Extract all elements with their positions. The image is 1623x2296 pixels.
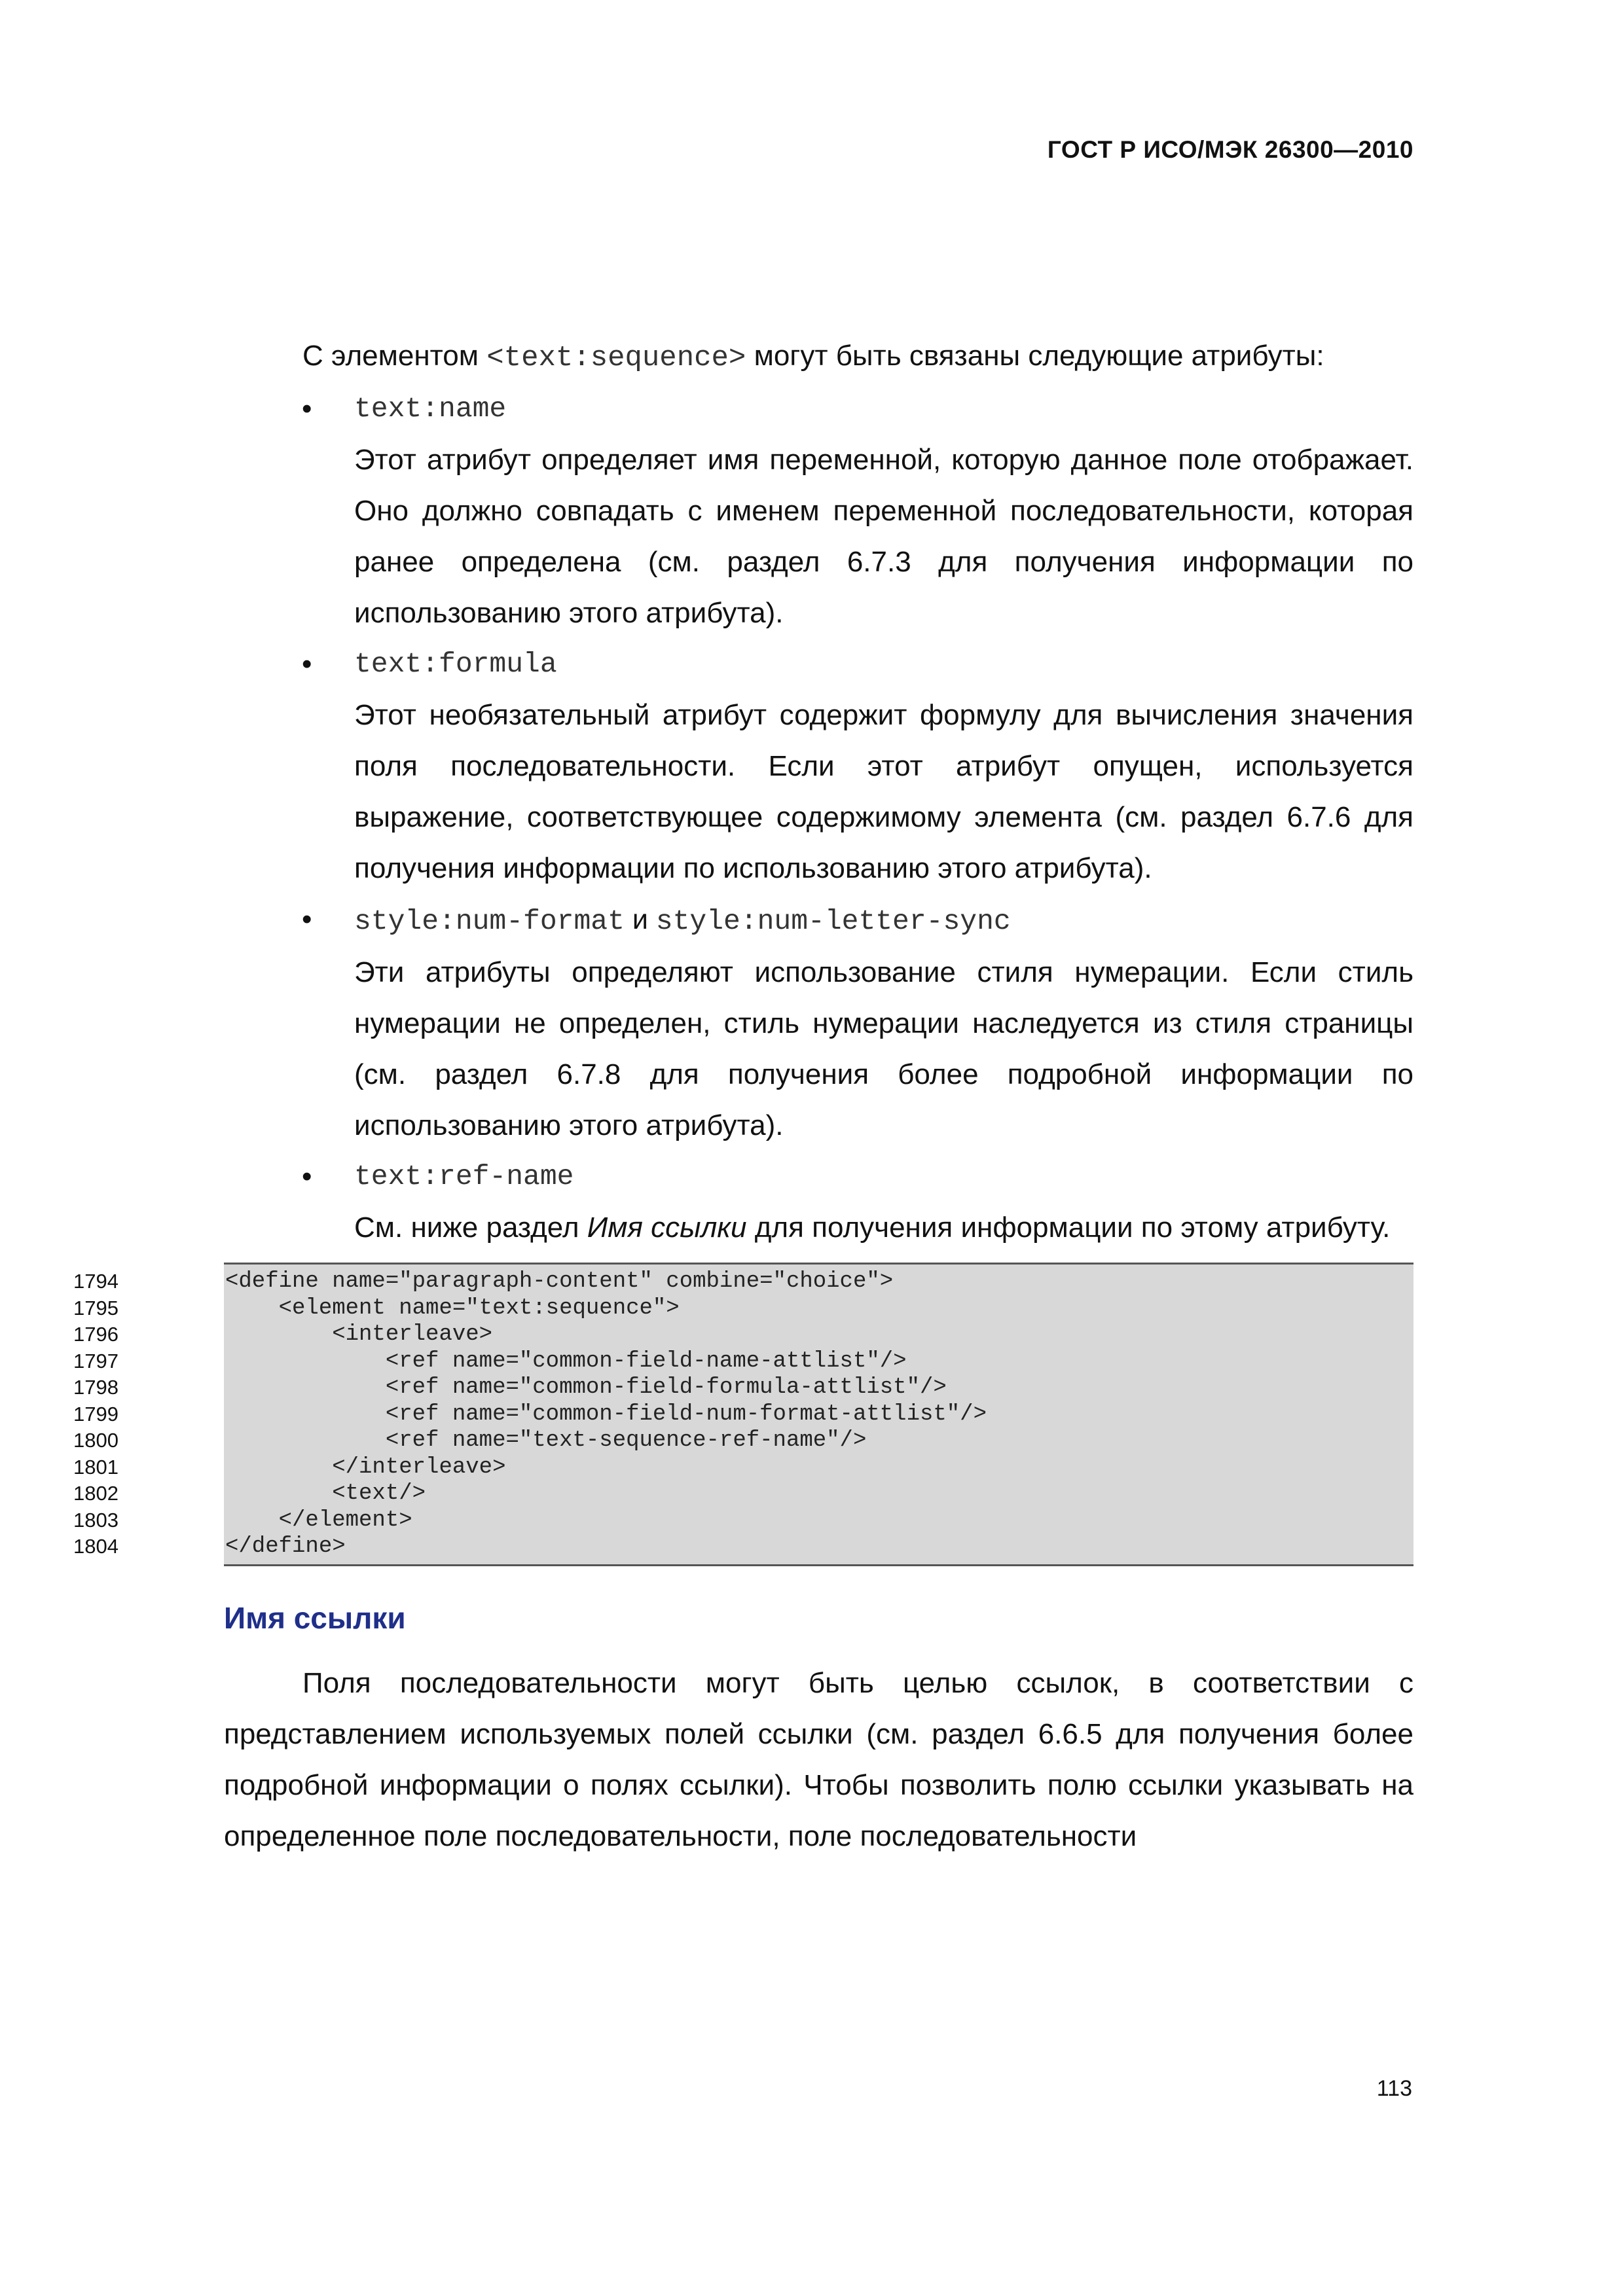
line-number: 1803 [73,1508,119,1532]
code-listing [73,1263,1413,1566]
attribute-name-b: style:num-letter-sync [655,905,1011,937]
code-text: <ref name="text-sequence-ref-name"/> [225,1428,867,1453]
code-line [73,1348,1413,1375]
line-number: 1804 [73,1535,119,1558]
line-number: 1799 [73,1402,119,1426]
code-line [73,1295,1413,1322]
bullet-icon: • [302,393,312,425]
attribute-description: Этот необязательный атрибут содержит формулу для вычисления значения поля последовательности. Если этот атрибут опущен, используется выражение, соответствующее содержимому элемента (см. раздел 6.7.6 для получения информации по использованию этого атрибута). [354,699,1413,884]
code-text: <interleave> [225,1322,493,1347]
bullet-icon: • [302,1160,312,1193]
attribute-name-pair [354,894,1413,947]
attribute-name: text:formula [354,648,557,680]
attribute-description: Эти атрибуты определяют использование стиля нумерации. Если стиль нумерации не определен, стиль нумерации наследуется из стиля страницы (см. раздел 6.7.8 для получения более подробной информации по использованию этого атрибута). [354,956,1413,1141]
code-text: </element> [225,1507,412,1533]
attribute-description [354,1202,1413,1253]
attribute-name-a: style:num-format [354,905,625,937]
code-text: <define name="paragraph-content" combine="choice"> [225,1269,894,1294]
attribute-description: Этот атрибут определяет имя переменной, которую данное поле отображает. Оно должно совпадать с именем переменной последовательности, которая ранее определена (см. раздел 6.7.3 для получения информации по использованию этого атрибута). [354,444,1413,629]
code-line [73,1454,1413,1481]
line-number: 1801 [73,1455,119,1479]
page-number: 113 [1376,2076,1412,2101]
intro-before: С элементом [302,340,487,372]
code-line [73,1321,1413,1348]
line-number: 1798 [73,1376,119,1399]
line-number: 1795 [73,1296,119,1319]
code-text: <ref name="common-field-formula-attlist"/> [225,1375,947,1400]
section-paragraph: Поля последовательности могут быть целью ссылок, в соответствии с представлением используемых полей ссылки (см. раздел 6.6.5 для получения более подробной информации о полях ссылки). Чтобы позволить полю ссылки указывать на определенное поле последовательности, поле последовательности [224,1666,1413,1852]
attribute-conjunction: и [624,904,656,935]
code-text: </define> [225,1534,346,1559]
code-line [73,1401,1413,1428]
code-text: </interleave> [225,1454,506,1480]
document-header: ГОСТ Р ИСО/МЭК 26300—2010 [1047,136,1413,163]
code-line [73,1427,1413,1454]
line-number: 1794 [73,1270,119,1293]
intro-element-name: <text:sequence> [486,342,746,374]
intro-sentence [302,331,1413,384]
bullet-icon: • [302,648,312,680]
section-reference: Имя ссылки [587,1211,747,1244]
attribute-item-num-format [302,894,1413,1151]
attribute-item-ref-name [302,1151,1413,1253]
code-line [73,1268,1413,1295]
attribute-name: text:name [354,393,507,425]
page-content [73,331,1413,1862]
code-text: <element name="text:sequence"> [225,1295,680,1321]
code-line [73,1480,1413,1507]
attribute-name: text:ref-name [354,1160,574,1193]
section-heading: Имя ссылки [224,1600,406,1635]
code-text: <text/> [225,1481,426,1506]
line-number: 1797 [73,1349,119,1372]
code-text: <ref name="common-field-name-attlist"/> [225,1348,907,1374]
bullet-icon: • [302,903,312,935]
intro-after: могут быть связаны следующие атрибуты: [746,340,1324,372]
code-text: <ref name="common-field-num-format-attlist"/> [225,1401,987,1427]
code-line [73,1507,1413,1534]
line-number: 1800 [73,1429,119,1452]
code-line [73,1374,1413,1401]
description-after: для получения информации по этому атрибуту. [746,1211,1391,1244]
attribute-item-text-formula [302,639,1413,894]
code-line [73,1534,1413,1560]
line-number: 1802 [73,1482,119,1505]
description-before: См. ниже раздел [354,1211,587,1244]
attribute-item-text-name [302,384,1413,639]
line-number: 1796 [73,1323,119,1346]
